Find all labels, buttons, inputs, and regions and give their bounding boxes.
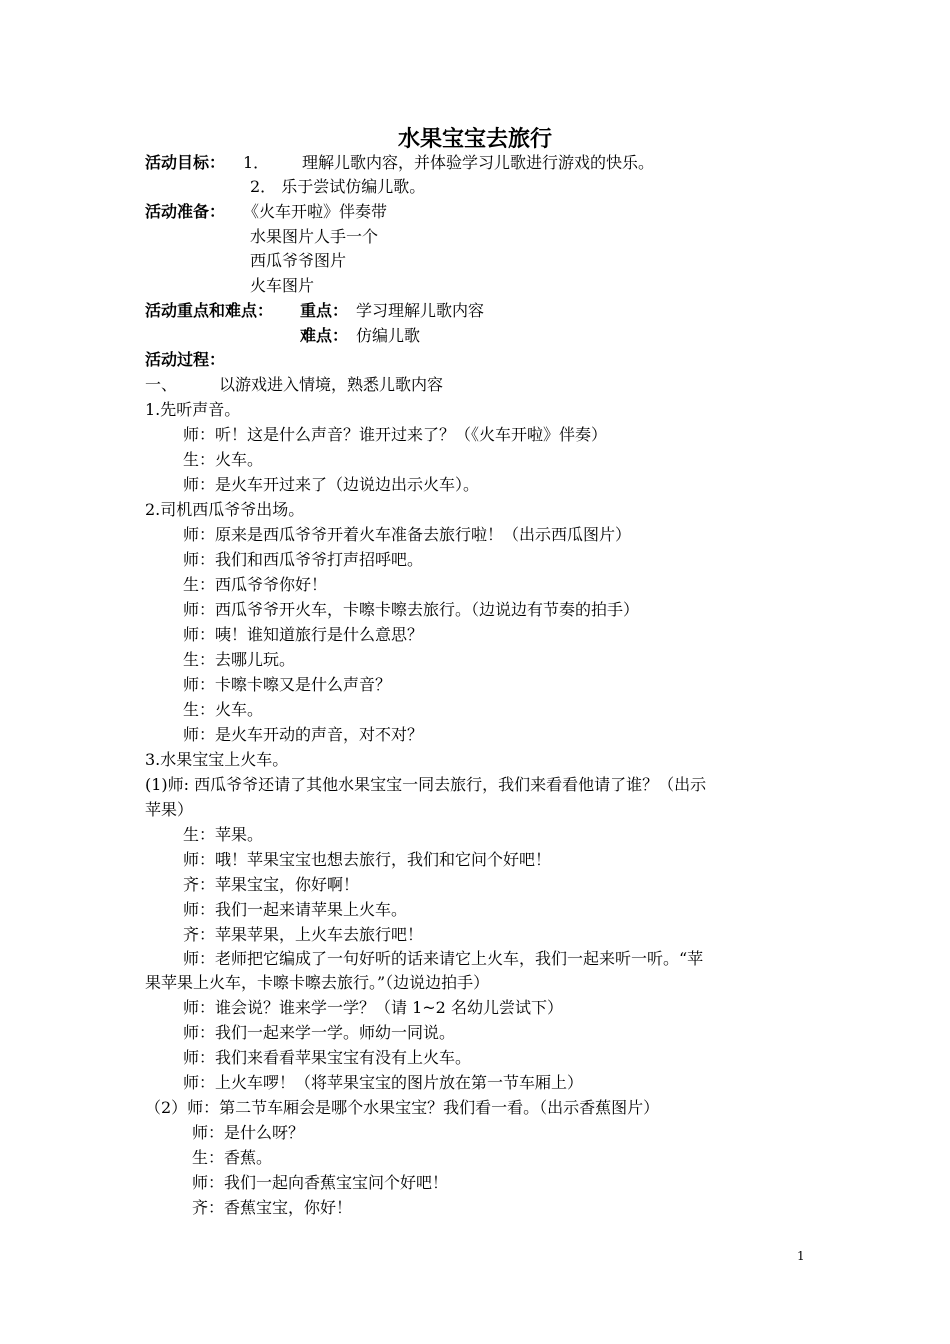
dialogue-line: 师：是火车开过来了（边说边出示火车）。 [183, 475, 480, 494]
goal-1-text: 理解儿歌内容，并体验学习儿歌进行游戏的快乐。 [302, 153, 655, 172]
prep-label: 活动准备： [145, 202, 226, 221]
section-heading: 以游戏进入情境，熟悉儿歌内容 [219, 375, 444, 394]
process-label: 活动过程： [145, 350, 226, 369]
dialogue-line: 师：谁会说？谁来学一学？（请 1~2 名幼儿尝试下） [183, 998, 563, 1017]
dialogue-line: 生：去哪儿玩。 [183, 650, 296, 669]
key-point-text: 学习理解儿歌内容 [356, 301, 485, 320]
section-number: 一、 [145, 375, 178, 394]
dialogue-line: 齐：香蕉宝宝，你好！ [192, 1198, 353, 1217]
goals-label: 活动目标： [145, 153, 226, 172]
dialogue-line: 师：咦！谁知道旅行是什么意思？ [183, 625, 424, 644]
dialogue-line: 师：我们和西瓜爷爷打声招呼吧。 [183, 550, 424, 569]
dialogue-line: 师：我们一起来请苹果上火车。 [183, 900, 408, 919]
goal-2: 2． 乐于尝试仿编儿歌。 [250, 177, 426, 196]
step-heading: 1.先听声音。 [145, 400, 241, 419]
dialogue-line: 生：火车。 [183, 450, 264, 469]
dialogue-line: 师：我们来看看苹果宝宝有没有上火车。 [183, 1048, 472, 1067]
dialogue-line: 师：哦！苹果宝宝也想去旅行，我们和它问个好吧！ [183, 850, 552, 869]
step-heading: 3.水果宝宝上火车。 [145, 750, 289, 769]
dialogue-line: 生：香蕉。 [192, 1148, 273, 1167]
dialogue-line: 师：是什么呀？ [192, 1123, 305, 1142]
dialogue-line: 师：听！这是什么声音？谁开过来了？（《火车开啦》伴奏） [183, 425, 608, 444]
page-number: 1 [797, 1249, 805, 1263]
dialogue-line: 师：我们一起向香蕉宝宝问个好吧！ [192, 1173, 449, 1192]
prep-item: 火车图片 [250, 276, 315, 295]
dialogue-line: 师：我们一起来学一学。师幼一同说。 [183, 1023, 456, 1042]
difficulty-label: 难点： [300, 326, 349, 345]
step-heading: 2.司机西瓜爷爷出场。 [145, 500, 305, 519]
prep-item: 水果图片人手一个 [250, 227, 379, 246]
dialogue-line: (1)师: 西瓜爷爷还请了其他水果宝宝一同去旅行，我们来看看他请了谁？（出示 [145, 775, 707, 794]
document-title: 水果宝宝去旅行 [397, 127, 552, 152]
prep-item: 《火车开啦》伴奏带 [243, 202, 388, 221]
dialogue-line: 果苹果上火车，卡嚓卡嚓去旅行。”（边说边拍手） [145, 973, 490, 992]
difficulty-text: 仿编儿歌 [356, 326, 421, 345]
dialogue-line: 齐：苹果宝宝，你好啊！ [183, 875, 360, 894]
dialogue-line: 齐：苹果苹果，上火车去旅行吧！ [183, 925, 424, 944]
key-point-label: 重点： [300, 301, 349, 320]
dialogue-line: 生：火车。 [183, 700, 264, 719]
goal-1-number: 1． [243, 153, 270, 172]
dialogue-line: 师：老师把它编成了一句好听的话来请它上火车，我们一起来听一听。“苹 [183, 949, 704, 968]
dialogue-line: 师：原来是西瓜爷爷开着火车准备去旅行啦！（出示西瓜图片） [183, 525, 632, 544]
dialogue-line: 师：是火车开动的声音，对不对？ [183, 725, 424, 744]
prep-item: 西瓜爷爷图片 [250, 251, 347, 270]
dialogue-line: （2）师：第二节车厢会是哪个水果宝宝？我们看一看。（出示香蕉图片） [145, 1098, 660, 1117]
dialogue-line: 生：西瓜爷爷你好！ [183, 575, 328, 594]
key-difficulty-label: 活动重点和难点： [145, 301, 274, 320]
dialogue-line: 苹果） [145, 800, 194, 819]
dialogue-line: 师：西瓜爷爷开火车，卡嚓卡嚓去旅行。（边说边有节奏的拍手） [183, 600, 640, 619]
dialogue-line: 生：苹果。 [183, 825, 264, 844]
dialogue-line: 师：卡嚓卡嚓又是什么声音？ [183, 675, 392, 694]
dialogue-line: 师：上火车啰！（将苹果宝宝的图片放在第一节车厢上） [183, 1073, 584, 1092]
